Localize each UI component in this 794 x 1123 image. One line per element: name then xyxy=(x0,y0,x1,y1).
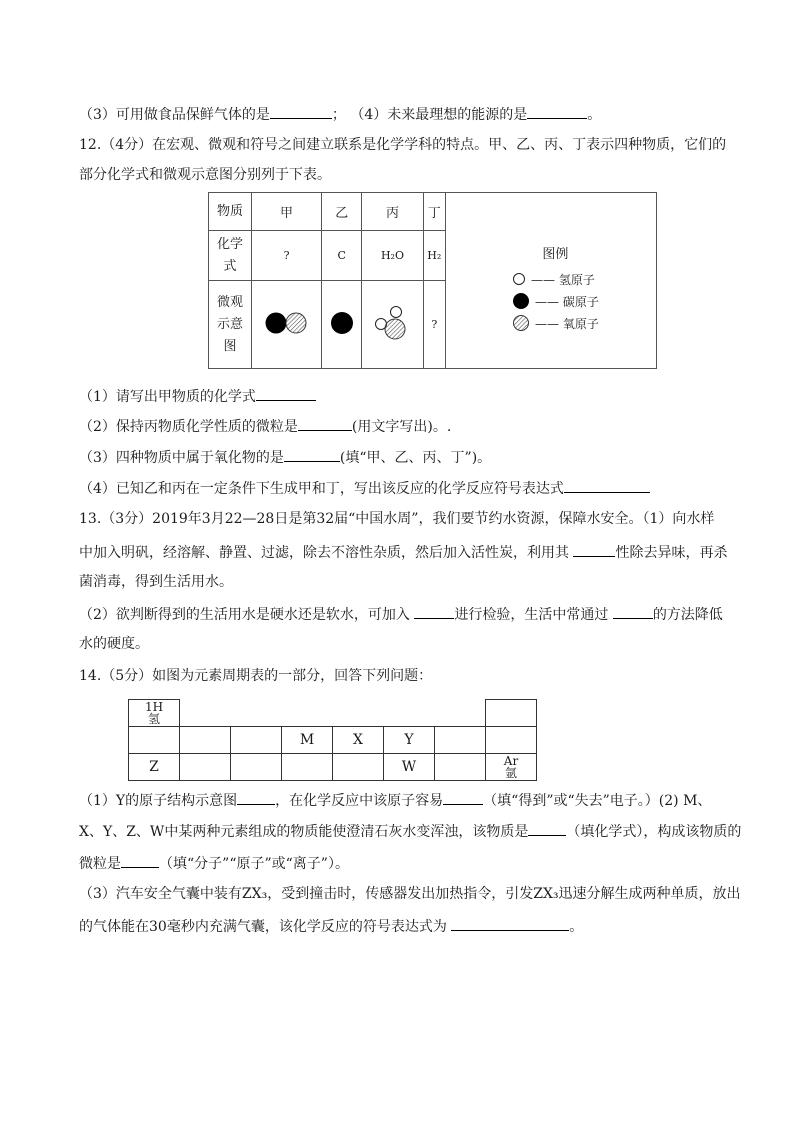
substance-table xyxy=(208,192,657,369)
answer-blank[interactable] xyxy=(527,104,587,119)
answer-blank[interactable] xyxy=(121,853,159,868)
substance-bing: 丙 xyxy=(362,193,423,231)
q13-line1: 13.（3分）2019年3月22—28日是第32届“中国水周”，我们要节约水资源，保障水安全。（1）向水样 xyxy=(79,511,715,527)
answer-blank[interactable] xyxy=(284,447,340,462)
answer-blank[interactable] xyxy=(298,416,352,431)
periodic-table xyxy=(128,699,537,781)
carbon-atom-icon xyxy=(512,292,530,310)
element-w: W xyxy=(384,754,435,781)
legend-item-carbon: —— 碳原子 xyxy=(512,290,599,312)
q12-intro-2: 部分化学式和微观示意图分别列于下表。 xyxy=(79,167,331,183)
formula-yi: C xyxy=(322,231,362,281)
answer-blank[interactable] xyxy=(564,478,650,493)
substance-yi: 乙 xyxy=(322,193,362,231)
q14-line2: X、Y、Z、W中某两种元素组成的物质能使澄清石灰水变浑浊，该物质是 （填化学式），构成该物质的 xyxy=(79,821,741,841)
element-helium-cell xyxy=(486,700,537,727)
q13-line2: 中加入明矾，经溶解、静置、过滤，除去不溶性杂质，然后加入活性炭，利用其 性除去异味，再杀 xyxy=(79,542,727,562)
element-hydrogen: 1H 氢 xyxy=(129,700,180,727)
hydrogen-atom-icon xyxy=(512,272,526,286)
micro-jia xyxy=(252,281,322,369)
answer-blank[interactable] xyxy=(528,821,566,836)
q13-line5: 水的硬度。 xyxy=(79,636,149,652)
q11-line3: （3）可用做食品保鲜气体的是 ； （4）未来最理想的能源的是 。 xyxy=(79,104,601,124)
q12-sub4: （4）已知乙和丙在一定条件下生成甲和丁，写出该反应的化学反应符号表达式 xyxy=(79,478,650,498)
q13-line3: 菌消毒，得到生活用水。 xyxy=(79,574,233,590)
co-molecule-icon xyxy=(264,310,310,336)
legend-item-hydrogen: —— 氢原子 xyxy=(512,268,599,290)
micro-row-label: 微观 示意 图 xyxy=(209,281,252,369)
legend-cell xyxy=(446,193,657,369)
table-header-label: 物质 xyxy=(209,193,252,231)
answer-blank[interactable] xyxy=(613,604,653,619)
legend-title: 图例 xyxy=(542,247,569,262)
oxygen-atom-icon xyxy=(512,314,530,332)
formula-bing: H₂O xyxy=(362,231,423,281)
substance-jia: 甲 xyxy=(252,193,322,231)
q12-sub3: （3）四种物质中属于氧化物的是 (填“甲、乙、丙、丁”)。 xyxy=(79,447,491,467)
q14-line5: 的气体能在30毫秒内充满气囊，该化学反应的符号表达式为 。 xyxy=(79,916,583,936)
micro-yi xyxy=(322,281,362,369)
answer-blank[interactable] xyxy=(573,542,615,557)
q14-line3: 微粒是 （填“分子”“原子”或“离子”）。 xyxy=(79,853,349,873)
element-y: Y xyxy=(384,727,435,754)
q14-intro: 14.（5分）如图为元素周期表的一部分，回答下列问题： xyxy=(79,668,433,684)
q12-sub2: （2）保持丙物质化学性质的微粒是 (用文字写出)。. xyxy=(79,416,451,436)
answer-blank[interactable] xyxy=(270,104,332,119)
water-molecule-icon xyxy=(372,303,412,343)
q12-sub1: （1）请写出甲物质的化学式 xyxy=(79,386,316,406)
q12-intro-1: 12.（4分）在宏观、微观和符号之间建立联系是化学学科的特点。甲、乙、丙、丁表示四种物质，它们的 xyxy=(79,137,727,153)
answer-blank[interactable] xyxy=(451,916,569,931)
answer-blank[interactable] xyxy=(414,604,454,619)
q14-line1: （1）Y的原子结构示意图 ，在化学反应中该原子容易 （填“得到”或“失去”电子。）(2) M、 xyxy=(79,790,711,810)
answer-blank[interactable] xyxy=(443,790,483,805)
micro-bing xyxy=(362,281,423,369)
legend-item-oxygen: —— 氧原子 xyxy=(512,312,599,334)
q14-line4: （3）汽车安全气囊中装有ZX₃，受到撞击时，传感器发出加热指令，引发ZX₃迅速分解生成两种单质，放出 xyxy=(79,886,741,902)
q13-line4: （2）欲判断得到的生活用水是硬水还是软水，可加入 进行检验，生活中常通过 的方法降低 xyxy=(79,604,723,624)
answer-blank[interactable] xyxy=(237,790,275,805)
element-argon: Ar 氩 xyxy=(486,754,537,781)
formula-ding: H₂ xyxy=(423,231,445,281)
formula-row-label: 化学 式 xyxy=(209,231,252,281)
carbon-atom-icon xyxy=(329,310,355,336)
element-x: X xyxy=(333,727,384,754)
element-m: M xyxy=(282,727,333,754)
legend xyxy=(512,243,599,334)
micro-ding: ? xyxy=(423,281,445,369)
substance-ding: 丁 xyxy=(423,193,445,231)
formula-jia: ? xyxy=(252,231,322,281)
element-z: Z xyxy=(129,754,180,781)
answer-blank[interactable] xyxy=(256,386,316,401)
